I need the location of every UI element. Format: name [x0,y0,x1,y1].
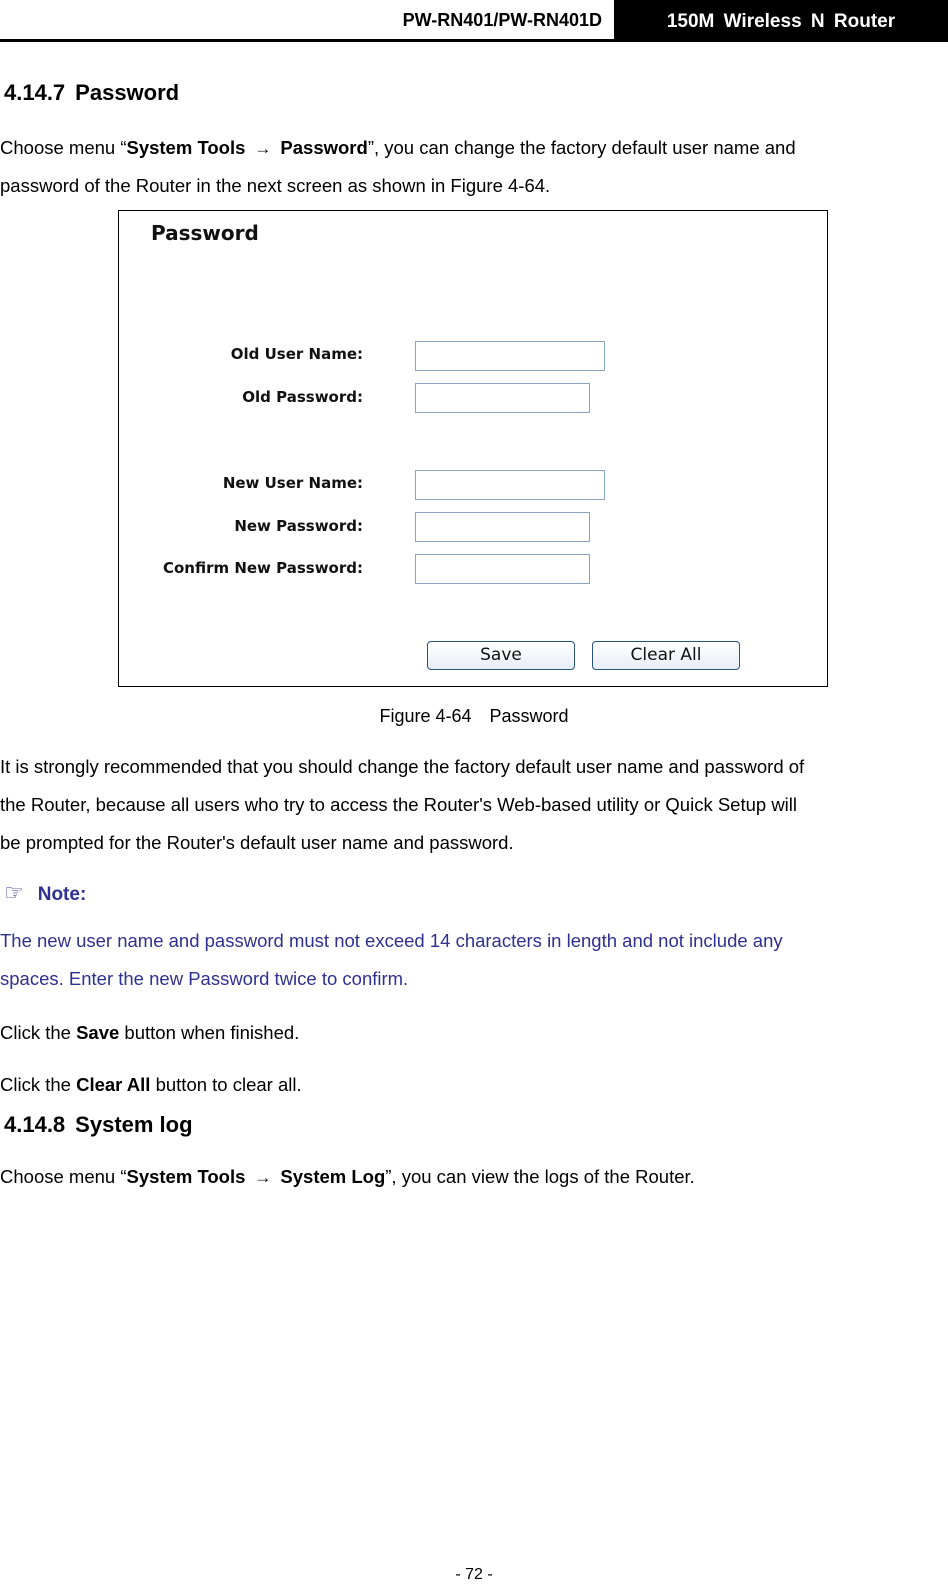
confirm-password-input[interactable] [415,554,590,584]
new-user-name-label: New User Name: [222,474,363,492]
save-instruction [0,1016,944,1050]
menu-arrow-icon: → [254,1168,272,1187]
password-intro-line1 [0,131,944,166]
clear-suffix: button to clear all. [150,1074,302,1095]
new-user-name-input[interactable] [415,470,605,500]
recommend-line2: the Router, because all users who try to access the Router's Web-based utility or Quick Setup will [0,794,798,815]
note-line2: spaces. Enter the new Password twice to confirm. [0,968,409,989]
clear-instruction [0,1068,944,1102]
figure-title: Password [151,221,259,245]
section-number: 4.14.7 [4,80,66,105]
note-line1: The new user name and password must not exceed 14 characters in length and not include any [0,930,783,951]
menu-arrow-icon: → [254,139,272,158]
password-intro-line2: password of the Router in the next screen as shown in Figure 4-64. [0,175,551,196]
section-title: System log [75,1112,193,1137]
header-model: PW-RN401/PW-RN401D [402,10,602,30]
menu-system-log: System Log [280,1166,386,1187]
old-user-name-input[interactable] [415,341,605,371]
new-password-label: New Password: [234,517,363,535]
menu-password: Password [280,137,368,158]
section-number: 4.14.8 [4,1112,66,1137]
new-password-input[interactable] [415,512,590,542]
save-button[interactable]: Save [427,641,575,670]
intro-prefix: Choose menu “ [0,137,127,158]
old-password-input[interactable] [415,383,590,413]
save-suffix: button when finished. [119,1022,300,1043]
note-heading [4,880,86,906]
clear-all-button[interactable]: Clear All [592,641,740,670]
menu-system-tools: System Tools [126,1166,246,1187]
section-title: Password [75,80,180,105]
menu-system-tools: System Tools [126,137,246,158]
intro-prefix: Choose menu “ [0,1166,127,1187]
section-heading-password [4,80,179,106]
pointing-hand-icon: ☞ [4,880,24,905]
caption-number: Figure 4-64 [379,706,472,726]
click-prefix: Click the [0,1074,77,1095]
intro-suffix: ”, you can change the factory default user name and [367,137,796,158]
header-rule [0,39,614,42]
clear-word: Clear All [76,1074,151,1095]
page-number: - 72 - [455,1566,493,1583]
section-heading-system-log [4,1112,193,1138]
confirm-password-label: Confirm New Password: [162,559,363,577]
recommend-line1: It is strongly recommended that you should change the factory default user name and password of [0,756,805,777]
syslog-intro [0,1160,944,1195]
caption-title: Password [489,706,569,726]
header-product: 150M Wireless N Router [614,0,948,42]
password-figure [118,210,828,687]
intro-suffix: ”, you can view the logs of the Router. [385,1166,695,1187]
old-user-name-label: Old User Name: [230,345,363,363]
old-password-label: Old Password: [242,388,363,406]
note-label: Note: [37,884,87,905]
save-word: Save [76,1022,120,1043]
click-prefix: Click the [0,1022,77,1043]
figure-caption [0,706,948,727]
recommend-line3: be prompted for the Router's default user name and password. [0,832,514,853]
